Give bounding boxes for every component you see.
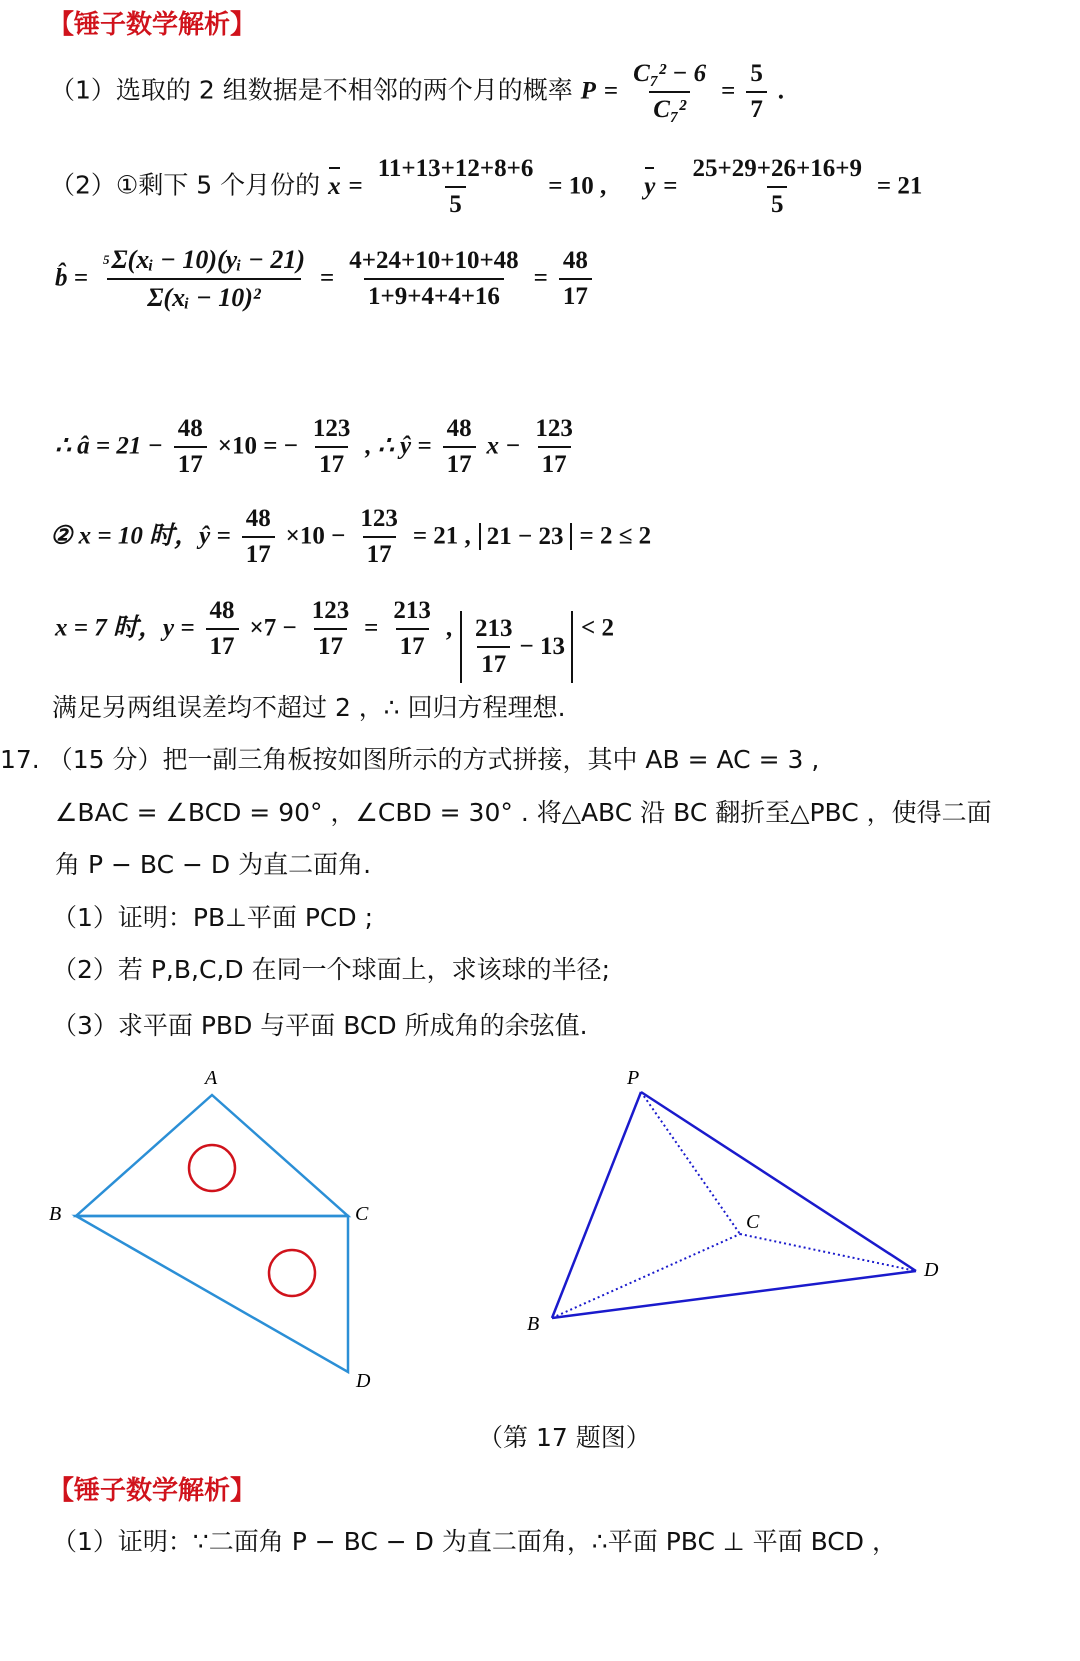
question-1: （1）证明：PB⊥平面 PCD ;	[52, 903, 374, 932]
label-c: C	[355, 1203, 369, 1225]
edge-pd	[641, 1092, 916, 1271]
bhat-mid: $\frac{4+24+10+10+48}{1+9+4+4+16}$	[349, 247, 519, 310]
problem-17-line1: 17. （15 分）把一副三角板按如图所示的方式拼接，其中 AB = AC = 3 ,	[0, 745, 820, 774]
label-d2: D	[924, 1259, 939, 1281]
bhat-line: b̂ = 5 Σ(xᵢ − 10)(yᵢ − 21) Σ(xᵢ − 10)² = $\frac{4+24+10+10+48}{1+9+4+4+16}$ = $\frac{48}{17}$	[55, 245, 595, 313]
label-a: A	[205, 1067, 218, 1089]
triangle-abc	[76, 1095, 348, 1216]
section-header-2: 【锤子数学解析】	[48, 1476, 257, 1506]
label-b2: B	[527, 1313, 540, 1335]
part1-text: （1）选取的 2 组数据是不相邻的两个月的概率	[50, 75, 573, 105]
label-b: B	[49, 1203, 62, 1225]
part2-line: （2）①剩下 5 个月份的 x = $\frac{11+13+12+8+6}{5}$ = 10 , y = $\frac{25+29+26+16+9}{5}$ = 21	[50, 155, 923, 218]
circle-hole-1	[189, 1145, 235, 1191]
conclusion: 满足另两组误差均不超过 2 ，∴ 回归方程理想.	[52, 693, 566, 722]
solution-line-1: （1）证明：∵二面角 P − BC − D 为直二面角，∴平面 PBC ⊥ 平面 BCD ，	[52, 1527, 897, 1556]
ahat-line: ∴ â = 21 − $\frac{48}{17}$ ×10 = − $\frac{123}{17}$ , ∴ ŷ = $\frac{48}{17}$ x − $\frac{123}{17}$	[55, 415, 573, 478]
abs-value-2: $\frac{213}{17}$ − 13	[460, 611, 573, 683]
label-d: D	[356, 1370, 371, 1392]
label-c2: C	[746, 1211, 760, 1233]
bhat-fraction: 5 Σ(xᵢ − 10)(yᵢ − 21) Σ(xᵢ − 10)²	[102, 245, 306, 312]
triangle-rulers	[49, 1067, 371, 1392]
question-3: （3）求平面 PBD 与平面 BCD 所成角的余弦值.	[52, 1011, 588, 1040]
prob-symbol: P	[580, 77, 596, 105]
abs-value: 21 − 23	[479, 523, 572, 550]
section-header: 【锤子数学解析】	[48, 10, 257, 40]
problem-17-line3: 角 P − BC − D 为直二面角.	[55, 850, 372, 879]
x-mean-fraction: $\frac{11+13+12+8+6}{5}$	[377, 155, 534, 218]
part1-line: （1）选取的 2 组数据是不相邻的两个月的概率 P = $\frac{\text{C₇² − 6}}{\text{C₇²}}$ = $\frac{5}{7}$ .	[50, 60, 785, 123]
circle-hole-2	[269, 1250, 315, 1296]
tetrahedron	[527, 1067, 939, 1335]
figure-17	[0, 1060, 1080, 1420]
edge-pc	[641, 1092, 740, 1234]
check2-line: x = 7 时，y = $\frac{48}{17}$ ×7 − $\frac{123}{17}$ = $\frac{213}{17}$ , $\frac{213}{17}$ − 13 < 2	[55, 597, 614, 683]
y-bar: y	[644, 172, 656, 200]
figure-caption: （第 17 题图）	[478, 1423, 651, 1452]
y-mean-fraction: $\frac{25+29+26+16+9}{5}$	[692, 155, 862, 218]
triangle-bcd	[76, 1216, 348, 1372]
edge-pb	[552, 1092, 641, 1318]
label-p: P	[627, 1067, 640, 1089]
x-bar: x	[328, 172, 341, 200]
check1-line: ② x = 10 时，ŷ = $\frac{48}{17}$ ×10 − $\frac{123}{17}$ = 21 , 21 − 23 = 2 ≤ 2	[50, 505, 652, 568]
question-2: （2）若 P,B,C,D 在同一个球面上，求该球的半径;	[52, 955, 610, 984]
problem-17-line2: ∠BAC = ∠BCD = 90° ，∠CBD = 30° . 将△ABC 沿 BC 翻折至△PBC ，使得二面	[55, 798, 992, 827]
prob-fraction: $\frac{\text{C₇² − 6}}{\text{C₇²}}$	[633, 60, 707, 123]
edge-bd	[552, 1271, 916, 1318]
prob-result: $\frac{5}{7}$	[746, 60, 767, 124]
bhat-result: $\frac{48}{17}$	[559, 247, 592, 311]
